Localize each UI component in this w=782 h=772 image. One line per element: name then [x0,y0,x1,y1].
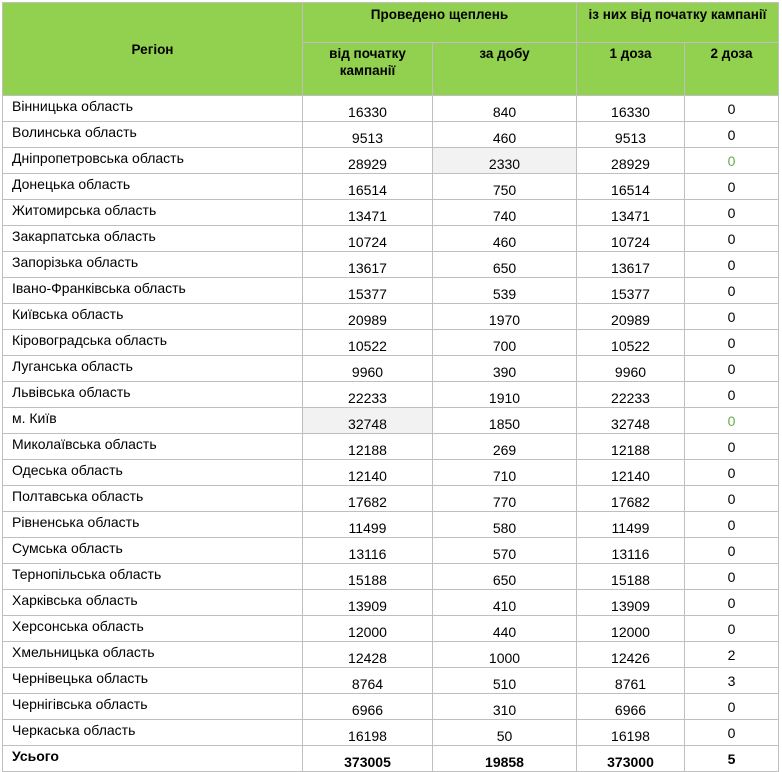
dose1-cell: 15377 [577,278,685,304]
region-cell: Київська область [3,304,303,330]
region-cell: Тернопільська область [3,564,303,590]
region-cell: Миколаївська область [3,434,303,460]
dose2-cell: 0 [685,226,779,252]
dose1-cell: 28929 [577,148,685,174]
region-cell: Дніпропетровська область [3,148,303,174]
per-day-cell: 840 [433,96,577,122]
table-row [3,434,779,460]
per-day-cell: 580 [433,512,577,538]
total-per-day: 19858 [433,746,577,772]
per-day-cell: 269 [433,434,577,460]
dose1-cell: 16198 [577,720,685,746]
dose2-cell: 0 [685,590,779,616]
dose2-cell: 0 [685,694,779,720]
table-row [3,512,779,538]
per-day-cell: 740 [433,200,577,226]
per-day-cell: 310 [433,694,577,720]
header-vaccinations-group: Проведено щеплень [303,3,577,43]
dose2-cell: 0 [685,408,779,434]
since-start-cell: 32748 [303,408,433,434]
dose1-cell: 16514 [577,174,685,200]
dose2-cell: 2 [685,642,779,668]
since-start-cell: 13617 [303,252,433,278]
dose2-cell: 0 [685,252,779,278]
dose2-cell: 0 [685,278,779,304]
region-cell: Вінницька область [3,96,303,122]
dose1-cell: 9513 [577,122,685,148]
per-day-cell: 650 [433,252,577,278]
dose2-cell: 0 [685,122,779,148]
table-row [3,668,779,694]
region-cell: Закарпатська область [3,226,303,252]
since-start-cell: 15188 [303,564,433,590]
per-day-cell: 1910 [433,382,577,408]
since-start-cell: 16514 [303,174,433,200]
since-start-cell: 8764 [303,668,433,694]
dose2-cell: 0 [685,460,779,486]
table-row [3,174,779,200]
dose2-cell: 0 [685,96,779,122]
total-row [3,746,779,772]
per-day-cell: 390 [433,356,577,382]
header-dose1: 1 доза [577,43,685,96]
header-since-start: від початку кампанії [303,43,433,96]
total-since-start: 373005 [303,746,433,772]
since-start-cell: 28929 [303,148,433,174]
table-row [3,564,779,590]
since-start-cell: 9960 [303,356,433,382]
since-start-cell: 10522 [303,330,433,356]
dose1-cell: 9960 [577,356,685,382]
table-row [3,252,779,278]
dose1-cell: 16330 [577,96,685,122]
table-row [3,694,779,720]
table-row [3,122,779,148]
table-row [3,642,779,668]
table-row [3,226,779,252]
dose1-cell: 15188 [577,564,685,590]
region-cell: Рівненська область [3,512,303,538]
dose1-cell: 32748 [577,408,685,434]
table-row [3,590,779,616]
since-start-cell: 16198 [303,720,433,746]
table-row [3,304,779,330]
dose1-cell: 12140 [577,460,685,486]
dose1-cell: 6966 [577,694,685,720]
region-cell: Хмельницька область [3,642,303,668]
per-day-cell: 710 [433,460,577,486]
since-start-cell: 10724 [303,226,433,252]
region-cell: Львівська область [3,382,303,408]
dose1-cell: 13116 [577,538,685,564]
per-day-cell: 2330 [433,148,577,174]
dose2-cell: 0 [685,174,779,200]
dose1-cell: 10724 [577,226,685,252]
region-cell: Запорізька область [3,252,303,278]
since-start-cell: 20989 [303,304,433,330]
since-start-cell: 17682 [303,486,433,512]
region-cell: Кіровоградська область [3,330,303,356]
since-start-cell: 12000 [303,616,433,642]
table-row [3,408,779,434]
per-day-cell: 650 [433,564,577,590]
per-day-cell: 460 [433,122,577,148]
total-label: Усього [3,746,303,772]
region-cell: Івано-Франківська область [3,278,303,304]
per-day-cell: 1000 [433,642,577,668]
dose1-cell: 12188 [577,434,685,460]
region-cell: Житомирська область [3,200,303,226]
dose2-cell: 0 [685,304,779,330]
dose1-cell: 10522 [577,330,685,356]
table-body [3,96,779,772]
region-cell: Сумська область [3,538,303,564]
table-header [3,3,779,96]
per-day-cell: 510 [433,668,577,694]
per-day-cell: 440 [433,616,577,642]
per-day-cell: 770 [433,486,577,512]
table-row [3,148,779,174]
since-start-cell: 13909 [303,590,433,616]
dose1-cell: 8761 [577,668,685,694]
region-cell: Полтавська область [3,486,303,512]
header-per-day: за добу [433,43,577,96]
since-start-cell: 15377 [303,278,433,304]
dose2-cell: 0 [685,720,779,746]
per-day-cell: 539 [433,278,577,304]
since-start-cell: 12140 [303,460,433,486]
dose2-cell: 0 [685,356,779,382]
dose2-cell: 0 [685,200,779,226]
table-row [3,460,779,486]
dose2-cell: 0 [685,434,779,460]
total-dose1: 373000 [577,746,685,772]
dose2-cell: 0 [685,538,779,564]
total-dose2: 5 [685,746,779,772]
dose1-cell: 20989 [577,304,685,330]
per-day-cell: 700 [433,330,577,356]
dose1-cell: 13909 [577,590,685,616]
per-day-cell: 750 [433,174,577,200]
per-day-cell: 1850 [433,408,577,434]
dose2-cell: 0 [685,616,779,642]
region-cell: Херсонська область [3,616,303,642]
since-start-cell: 22233 [303,382,433,408]
region-cell: м. Київ [3,408,303,434]
per-day-cell: 570 [433,538,577,564]
dose2-cell: 3 [685,668,779,694]
region-cell: Волинська область [3,122,303,148]
per-day-cell: 1970 [433,304,577,330]
vaccination-table [2,2,779,772]
dose2-cell: 0 [685,486,779,512]
since-start-cell: 11499 [303,512,433,538]
header-region: Регіон [3,3,303,96]
region-cell: Донецька область [3,174,303,200]
table-row [3,356,779,382]
region-cell: Луганська область [3,356,303,382]
per-day-cell: 50 [433,720,577,746]
region-cell: Чернівецька область [3,668,303,694]
per-day-cell: 460 [433,226,577,252]
since-start-cell: 12188 [303,434,433,460]
dose2-cell: 0 [685,382,779,408]
dose1-cell: 12000 [577,616,685,642]
since-start-cell: 13116 [303,538,433,564]
dose1-cell: 17682 [577,486,685,512]
since-start-cell: 9513 [303,122,433,148]
dose1-cell: 22233 [577,382,685,408]
dose2-cell: 0 [685,148,779,174]
since-start-cell: 16330 [303,96,433,122]
region-cell: Харківська область [3,590,303,616]
since-start-cell: 12428 [303,642,433,668]
header-dose2: 2 доза [685,43,779,96]
dose2-cell: 0 [685,512,779,538]
dose2-cell: 0 [685,564,779,590]
header-of-which-group: із них від початку кампанії [577,3,779,43]
table-row [3,538,779,564]
table-row [3,382,779,408]
table-row [3,278,779,304]
table-row [3,200,779,226]
dose2-cell: 0 [685,330,779,356]
region-cell: Черкаська область [3,720,303,746]
since-start-cell: 6966 [303,694,433,720]
table-row [3,96,779,122]
table-row [3,616,779,642]
per-day-cell: 410 [433,590,577,616]
dose1-cell: 13471 [577,200,685,226]
table-row [3,330,779,356]
table-row [3,720,779,746]
region-cell: Чернігівська область [3,694,303,720]
dose1-cell: 11499 [577,512,685,538]
region-cell: Одеська область [3,460,303,486]
since-start-cell: 13471 [303,200,433,226]
table-row [3,486,779,512]
dose1-cell: 13617 [577,252,685,278]
dose1-cell: 12426 [577,642,685,668]
